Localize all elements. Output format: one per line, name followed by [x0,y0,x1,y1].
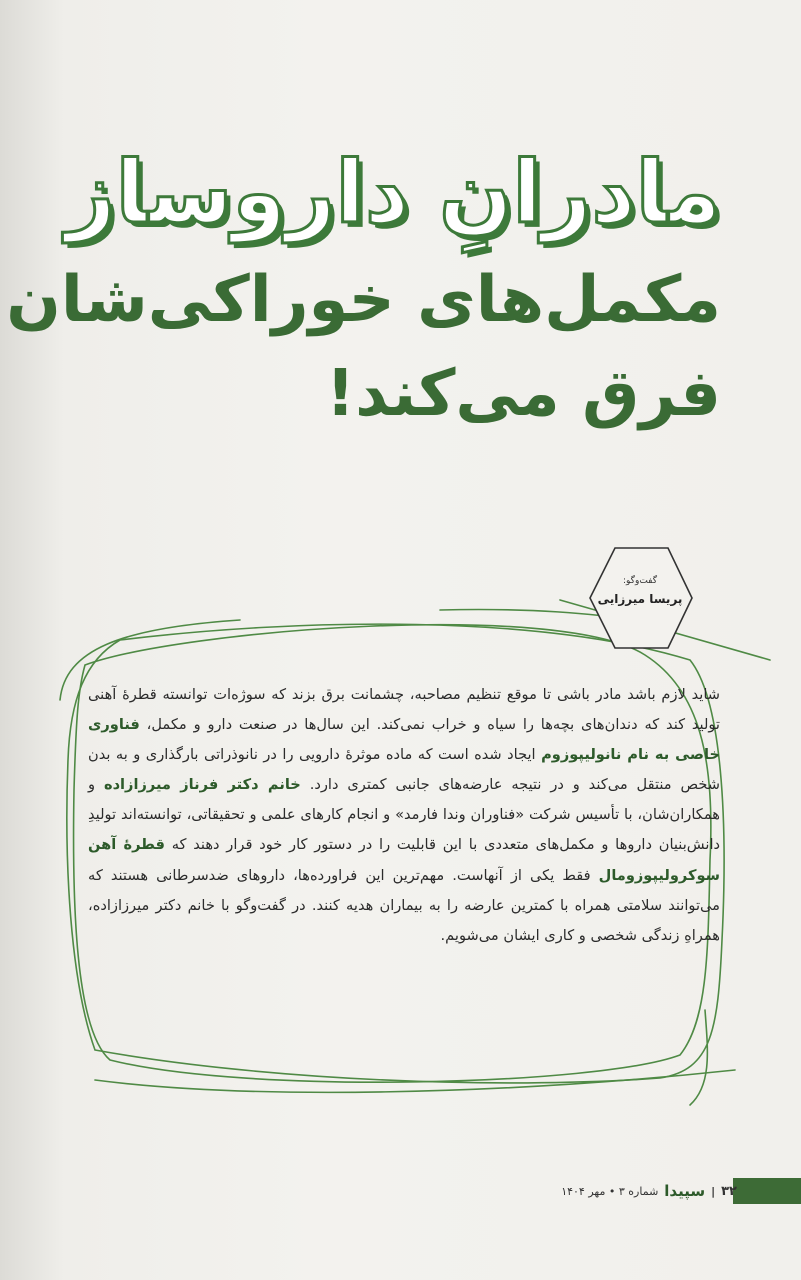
magazine-logo: سپیدا [664,1182,706,1200]
title-line-3: فرق می‌کند! [325,357,721,431]
footer-accent-bar [733,1178,801,1204]
intro-text-3: و همکاران‌شان، با تأسیس شرکت «فناوران وندا فارمد» و انجام کارهای علمی و تحقیقاتی، توانسته‌اند تولیدِ دانش‌بنیان داروها و مکمل‌های متعددی با این قابلیت را در دستور کار خود قرار دهند که [88,776,720,854]
intro-text-2: ایجاد شده است که ماده موثرهٔ دارویی را در نانوذراتی بارگذاری و به بدن شخص منتقل می‌کند و در نتیجه عارضه‌های جانبی کمتری دارد. [88,746,721,794]
highlight-technology: فناوری خاصی به نام نانولیپوزوم [88,716,720,764]
page-number: ۳۲ [721,1183,737,1199]
byline-name: پریسا میرزایی [597,592,683,606]
footer-separator: | [711,1184,716,1198]
intro-text-4: فقط یکی از آنهاست. مهم‌ترین این فراورده‌ها، داروهای ضدسرطانی هستند که می‌توانند سلامتی همراه با کمترین عارضه را به بیماران هدیه کنند. در گفت‌وگو با خانم دکتر میرزازاده، همراهِ زندگی شخصی و کاری ایشان می‌شویم. [88,866,720,944]
highlight-person: خانم دکتر فرناز میرزازاده [103,776,301,794]
intro-text-1: شاید لازم باشد مادر باشی تا موقع تنظیم مصاحبه، چشمانت برق بزند که سوژه‌ات توانسته قطرهٔ آهنی تولید کند که دندان‌های بچه‌ها را سیاه و خراب نمی‌کند. این سال‌ها در صنعت دارو و مکمل، [88,686,720,734]
issue-info: شماره ۳ • مهر ۱۴۰۴ [561,1184,659,1198]
byline-badge [580,540,700,660]
highlight-product: قطرهٔ آهن سوکرولیپوزومال [88,836,720,884]
title-line-1: مادرانِ داروساز [66,143,721,243]
page-footer [561,1180,737,1202]
byline-role: گفت‌وگو: [623,576,657,586]
intro-paragraph [88,680,720,951]
title-line-2: مکمل‌های خوراکی‌شان [6,263,721,337]
